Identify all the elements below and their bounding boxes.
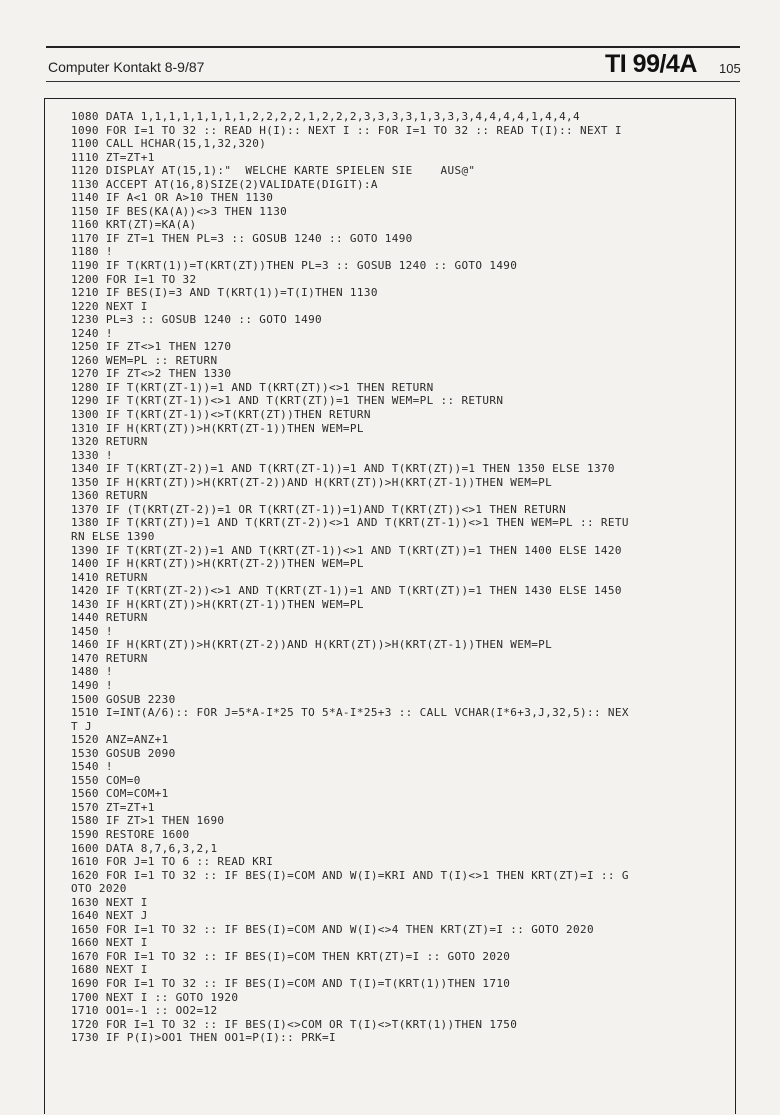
code-line: 1420 IF T(KRT(ZT-2))<>1 AND T(KRT(ZT-1))=1 AND T(KRT(ZT))=1 THEN 1430 ELSE 1450 [71, 584, 622, 598]
code-line: 1380 IF T(KRT(ZT))=1 AND T(KRT(ZT-2))<>1 AND T(KRT(ZT-1))<>1 THEN WEM=PL :: RETU [71, 516, 629, 530]
code-line: 1560 COM=COM+1 [71, 787, 169, 801]
code-line: 1090 FOR I=1 TO 32 :: READ H(I):: NEXT I :: FOR I=1 TO 32 :: READ T(I):: NEXT I [71, 123, 622, 137]
code-line: 1410 RETURN [71, 570, 148, 584]
code-line: 1360 RETURN [71, 489, 148, 503]
header-rule [46, 81, 740, 82]
code-line: 1690 FOR I=1 TO 32 :: IF BES(I)=COM AND T(I)=T(KRT(1))THEN 1710 [71, 977, 511, 990]
code-line: 1220 NEXT I [71, 299, 148, 313]
code-line: 1450 ! [71, 624, 113, 638]
code-line: 1390 IF T(KRT(ZT-2))=1 AND T(KRT(ZT-1))<>1 AND T(KRT(ZT))=1 THEN 1400 ELSE 1420 [71, 543, 622, 557]
code-line: 1120 DISPLAY AT(15,1):" WELCHE KARTE SPIELEN SIE AUS@" [71, 164, 476, 178]
code-line: 1700 NEXT I :: GOTO 1920 [71, 990, 239, 1004]
code-line: 1100 CALL HCHAR(15,1,32,320) [71, 137, 267, 151]
code-line: 1140 IF A<1 OR A>10 THEN 1130 [71, 191, 274, 205]
code-line: 1300 IF T(KRT(ZT-1))<>T(KRT(ZT))THEN RETURN [71, 408, 371, 422]
code-line: 1630 NEXT I [71, 895, 148, 909]
code-line: 1430 IF H(KRT(ZT))>H(KRT(ZT-1))THEN WEM=PL [71, 597, 364, 611]
code-line: 1710 OO1=-1 :: OO2=12 [71, 1004, 218, 1018]
code-line: 1200 FOR I=1 TO 32 [71, 272, 197, 286]
code-line: 1590 RESTORE 1600 [71, 827, 190, 841]
code-line: 1720 FOR I=1 TO 32 :: IF BES(I)<>COM OR T(I)<>T(KRT(1))THEN 1750 [71, 1017, 518, 1031]
code-line: 1730 IF P(I)>OO1 THEN OO1=P(I):: PRK=I [71, 1031, 336, 1045]
code-line: 1230 PL=3 :: GOSUB 1240 :: GOTO 1490 [71, 313, 323, 327]
code-line: 1530 GOSUB 2090 [71, 746, 176, 760]
top-rule [46, 46, 740, 48]
page-number: 105 [719, 61, 741, 76]
code-line: 1110 ZT=ZT+1 [71, 150, 155, 164]
code-line: 1130 ACCEPT AT(16,8)SIZE(2)VALIDATE(DIGIT):A [71, 177, 378, 191]
code-line: 1210 IF BES(I)=3 AND T(KRT(1))=T(I)THEN 1130 [71, 286, 378, 300]
code-line: 1170 IF ZT=1 THEN PL=3 :: GOSUB 1240 :: GOTO 1490 [71, 231, 413, 245]
code-line: 1670 FOR I=1 TO 32 :: IF BES(I)=COM THEN KRT(ZT)=I :: GOTO 2020 [71, 949, 511, 963]
code-line: 1290 IF T(KRT(ZT-1))<>1 AND T(KRT(ZT))=1 THEN WEM=PL :: RETURN [71, 394, 504, 408]
code-line: 1550 COM=0 [71, 773, 141, 787]
code-line: 1610 FOR J=1 TO 6 :: READ KRI [71, 855, 274, 869]
code-line: 1280 IF T(KRT(ZT-1))=1 AND T(KRT(ZT))<>1 THEN RETURN [71, 380, 434, 394]
code-line: 1620 FOR I=1 TO 32 :: IF BES(I)=COM AND W(I)=KRI AND T(I)<>1 THEN KRT(ZT)=I :: G [71, 868, 629, 882]
code-line: 1650 FOR I=1 TO 32 :: IF BES(I)=COM AND W(I)<>4 THEN KRT(ZT)=I :: GOTO 2020 [71, 922, 594, 936]
code-line: 1340 IF T(KRT(ZT-2))=1 AND T(KRT(ZT-1))=1 AND T(KRT(ZT))=1 THEN 1350 ELSE 1370 [71, 462, 615, 476]
code-line: 1600 DATA 8,7,6,3,2,1 [71, 841, 218, 855]
code-line: 1350 IF H(KRT(ZT))>H(KRT(ZT-2))AND H(KRT(ZT))>H(KRT(ZT-1))THEN WEM=PL [71, 475, 553, 489]
code-line: 1160 KRT(ZT)=KA(A) [71, 218, 197, 232]
code-line: T J [71, 719, 92, 733]
magazine-title: Computer Kontakt 8-9/87 [48, 59, 205, 75]
code-line: 1470 RETURN [71, 651, 148, 665]
code-line: 1250 IF ZT<>1 THEN 1270 [71, 340, 232, 354]
code-line: 1370 IF (T(KRT(ZT-2))=1 OR T(KRT(ZT-1))=1)AND T(KRT(ZT))<>1 THEN RETURN [71, 502, 567, 516]
code-line: 1310 IF H(KRT(ZT))>H(KRT(ZT-1))THEN WEM=PL [71, 421, 364, 435]
listing-box [44, 98, 736, 1114]
code-line: 1150 IF BES(KA(A))<>3 THEN 1130 [71, 204, 288, 218]
code-line: 1480 ! [71, 665, 113, 679]
code-line: 1520 ANZ=ANZ+1 [71, 733, 169, 747]
code-line: 1190 IF T(KRT(1))=T(KRT(ZT))THEN PL=3 :: GOSUB 1240 :: GOTO 1490 [71, 259, 518, 273]
code-line: 1180 ! [71, 245, 113, 259]
code-line: 1500 GOSUB 2230 [71, 692, 176, 706]
code-line: 1490 ! [71, 678, 113, 692]
code-line: 1260 WEM=PL :: RETURN [71, 353, 218, 367]
code-line: 1580 IF ZT>1 THEN 1690 [71, 814, 225, 828]
program-listing [71, 110, 629, 1045]
code-line: 1440 RETURN [71, 611, 148, 625]
code-line: 1510 I=INT(A/6):: FOR J=5*A-I*25 TO 5*A-I*25+3 :: CALL VCHAR(I*6+3,J,32,5):: NEX [71, 706, 629, 720]
code-line: OTO 2020 [71, 882, 127, 896]
code-line: 1270 IF ZT<>2 THEN 1330 [71, 367, 232, 381]
code-line: 1660 NEXT I [71, 936, 148, 950]
code-line: 1460 IF H(KRT(ZT))>H(KRT(ZT-2))AND H(KRT(ZT))>H(KRT(ZT-1))THEN WEM=PL [71, 638, 553, 652]
code-line: 1240 ! [71, 326, 113, 340]
code-line: 1640 NEXT J [71, 909, 148, 923]
code-line: 1680 NEXT I [71, 963, 148, 977]
code-line: 1540 ! [71, 760, 113, 774]
code-line: RN ELSE 1390 [71, 529, 155, 543]
code-line: 1320 RETURN [71, 435, 148, 449]
code-line: 1330 ! [71, 448, 113, 462]
code-line: 1570 ZT=ZT+1 [71, 800, 155, 814]
machine-title: TI 99/4A [605, 50, 697, 78]
code-line: 1400 IF H(KRT(ZT))>H(KRT(ZT-2))THEN WEM=PL [71, 557, 364, 571]
code-line: 1080 DATA 1,1,1,1,1,1,1,1,2,2,2,2,1,2,2,2,3,3,3,3,1,3,3,3,4,4,4,4,1,4,4,4 [71, 110, 580, 123]
